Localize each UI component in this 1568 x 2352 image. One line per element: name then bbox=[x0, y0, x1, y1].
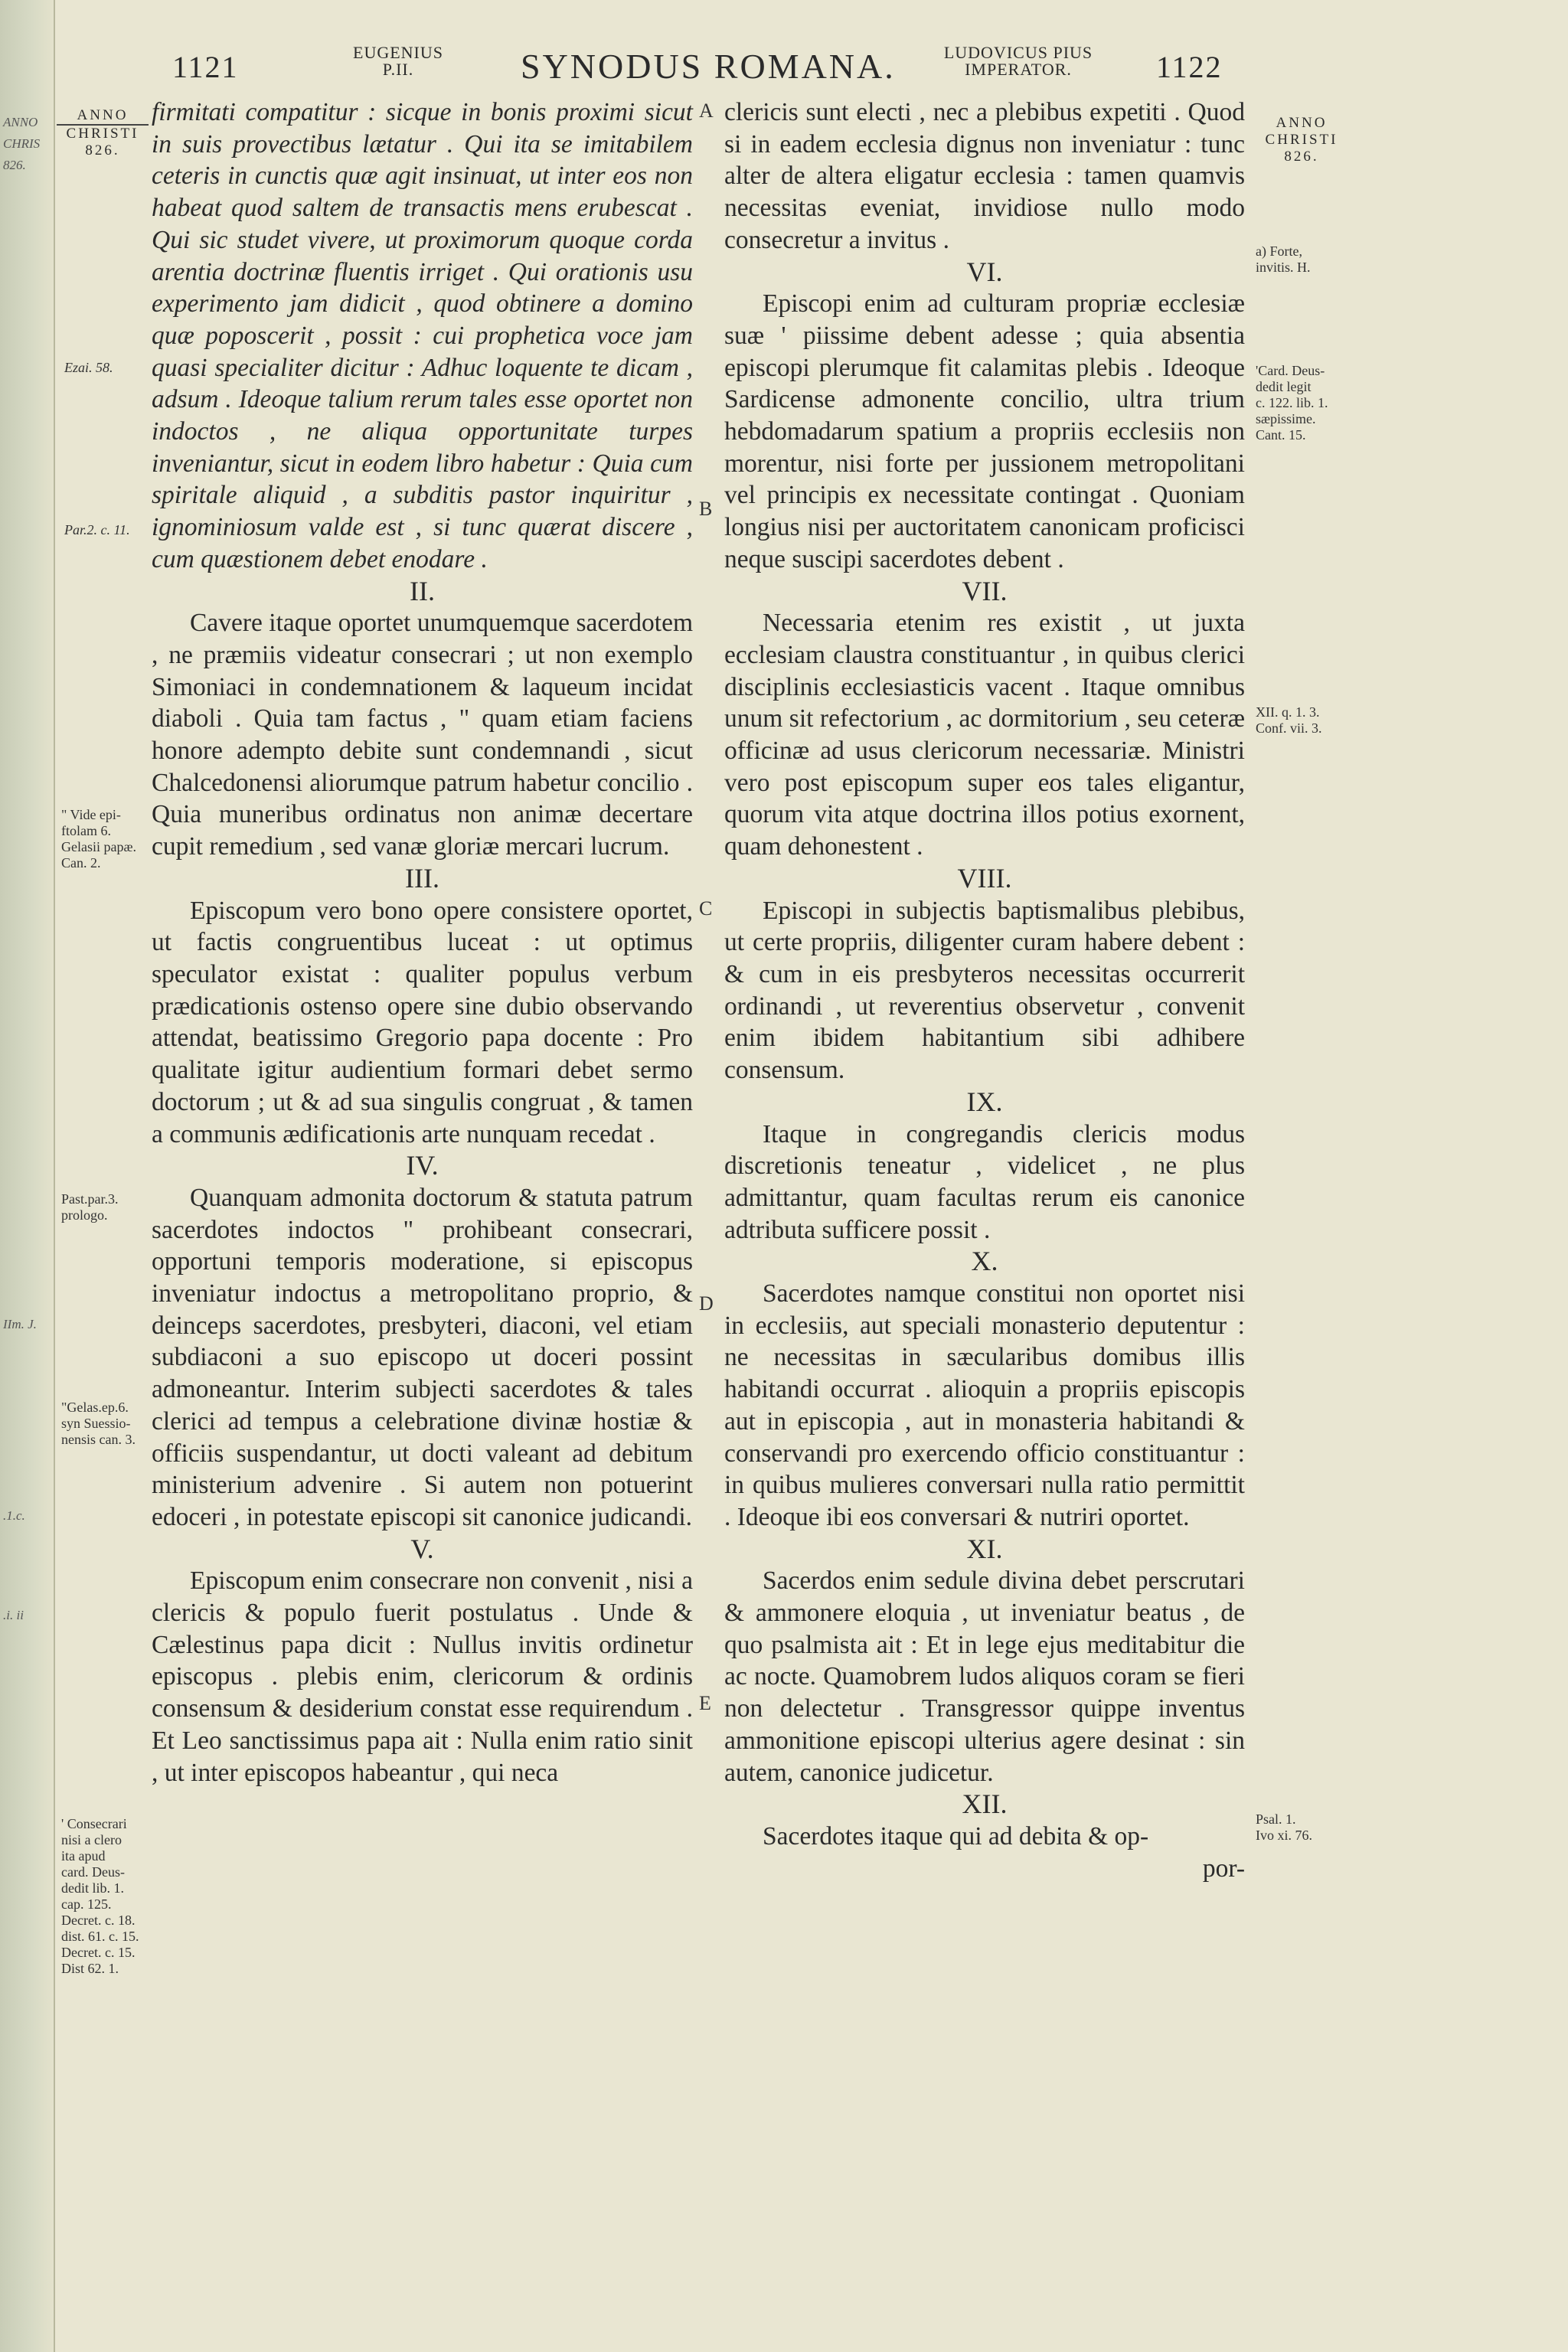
section-letter: A bbox=[699, 100, 714, 122]
margin-note: dedit legit bbox=[1256, 379, 1312, 394]
catchword: por- bbox=[1202, 1854, 1245, 1883]
paragraph: Cavere itaque oportet unumquemque sacerdotem , ne præmiis videatur consecrari ; ut non exemplo Simoniaci in condemnationem & laqueum incidat diaboli . Quia tam factus , " quam etiam faciens honore ademptо debite sunt condemnandi , sicut Chalcedonensi aliorumque patrum habetur concilio . Quia muneribus ordinatus non animæ decertare cupit remedium , sed vanæ gloriæ mercari lucrum. bbox=[152, 609, 693, 861]
gutter-note: ANNO bbox=[3, 115, 38, 129]
gutter-note: .i. ii bbox=[3, 1608, 24, 1622]
gutter-note: IIm. J. bbox=[3, 1317, 37, 1331]
section-heading: V. bbox=[410, 1533, 434, 1564]
paragraph: Sacerdos enim sedule divina debet perscrutari & ammonere eloquia , ut inveniatur beatus , de quo psalmista ait : Et in lege ejus meditabitur die ac nocte. Quamobrem ludos aliquos coram se fieri non delectetur . Transgressor quippe inventus ammonitione episcopi ulterius agere desinat : sin autem, canonice judicetur. bbox=[724, 1566, 1245, 1787]
margin-note: ' Consecrari bbox=[61, 1816, 127, 1831]
anno-left bbox=[57, 107, 149, 159]
anno-christi: CHRISTI bbox=[66, 126, 139, 142]
margin-note: card. Deus- bbox=[61, 1864, 125, 1880]
right-column bbox=[724, 96, 1245, 1884]
section-heading: XI. bbox=[966, 1533, 1003, 1564]
margin-note-group bbox=[1256, 363, 1370, 443]
margin-note: cap. 125. bbox=[61, 1896, 112, 1912]
left-column bbox=[152, 96, 693, 1788]
paragraph: Sacerdotes namque constitui non oportet nisi in ecclesiis, aut speciali monasterio deputentur : ne necessitas in sæcularibus domibus illis habitandi occurrat . alioquin a propriis episcopis aut in episcopia , aut in monasteria habitandi & conservandi pro exercendo officio constituantur : in quibus mulieres conversari nulla ratio permittit . Ideoque ibi eos conversari & nutriri oportet. bbox=[724, 1279, 1245, 1531]
paragraph: Episcopum vero bono opere consistere oportet, ut factis congruentibus luceat : ut optimus speculator existat : qualiter populus verbum prædicationis ostenso opere sine dubio observando attendat, beatissimo Gregorio papa docente : Pro qualitate igitur audientium formari debet sermo doctorum ; ut & ad sua singulis congruat , & tamen a communis ædificationis arte nunquam recedat . bbox=[152, 896, 693, 1148]
paragraph: Sacerdotes itaque qui ad debita & op- bbox=[763, 1821, 1149, 1851]
section-letter: B bbox=[699, 498, 713, 520]
paragraph: Episcopi in subjectis baptismalibus plebibus, ut certe propriis, diligenter curam habere debent : & cum in eis presbyteros necessitas occurrerit ordinandi , ut reverentius observetur , convenit enim ibidem habitantium sibi adhibere consensum. bbox=[724, 896, 1245, 1085]
margin-note: prologo. bbox=[61, 1207, 108, 1223]
margin-note: XII. q. 1. 3. bbox=[1256, 704, 1320, 720]
section-letter: E bbox=[699, 1692, 711, 1714]
margin-note: nensis can. 3. bbox=[61, 1432, 136, 1447]
margin-note-group bbox=[61, 1191, 157, 1223]
section-heading: XII. bbox=[962, 1788, 1008, 1820]
margin-note: invitis. H. bbox=[1256, 260, 1311, 275]
gutter-note: CHRIS bbox=[3, 136, 41, 151]
section-heading: II. bbox=[410, 575, 435, 606]
margin-note-group bbox=[1256, 1811, 1370, 1844]
margin-note: Decret. c. 15. bbox=[61, 1945, 136, 1960]
paragraph: firmitati compatitur : sicque in bonis proximi sicut in suis provectibus lætatur . Qui ita se imitabilem ceteris in cunctis quæ agit insinuat, ut inter eos non habeat quod saltem de transactis mens erubescat . Qui sic studet vivere, ut proximorum quoque corda arentia doctrinæ fluentis irriget . Qui orationis usu experimento jam didicit , quod obtinere a domino quæ poposcerit , possit : cui prophetica voce jam quasi specialiter dicitur : Adhuc loquente te dicam , adsum . Ideoque talium rerum tales esse oportet non indoctos , ne aliqua opportunitate turpes inveniantur, sicut in eodem libro habetur : Quia cum spiritale aliquid , a subditis pastor inquiritur , ignominiosum valde est , si tunc quærat discere , cum quæstionem debet enodare . bbox=[152, 98, 693, 573]
margin-note: c. 122. lib. 1. bbox=[1256, 395, 1328, 410]
margin-note: Past.par.3. bbox=[61, 1191, 119, 1207]
margin-note: ita apud bbox=[61, 1848, 106, 1864]
margin-note: Ivo xi. 76. bbox=[1256, 1828, 1312, 1843]
anno-year: 826. bbox=[85, 142, 120, 158]
section-heading: X. bbox=[971, 1246, 998, 1277]
margin-note: Ezai. 58. bbox=[64, 360, 113, 375]
section-letter: C bbox=[699, 897, 713, 920]
paragraph: clericis sunt electi , nec a plebibus expetiti . Quod si in eadem ecclesia dignus non inveniatur : tunc alter de altera eligatur ecclesia : tamen quamvis necessitas eveniat, invidiose nullo modo consecretur a invitus . bbox=[724, 98, 1245, 254]
paragraph: Episcopi enim ad culturam propriæ ecclesiæ suæ ' piissime debent adesse ; quia absentia episcopi plerumque fit calamitas plebis . Ideoque Sardicense admonente concilio, ultra trium hebdomadarum spatium a propriis ecclesiis non morentur, nisi forte per jussionem metropolitani vel principis ex necessitate contingat . Quoniam longius nisi per auctoritatem canonicam proficisci neque suscipi sacerdotes debent . bbox=[724, 289, 1245, 573]
margin-note: syn Suessio- bbox=[61, 1416, 131, 1431]
paragraph: Necessaria etenim res existit , ut juxta ecclesiam claustra constituantur , in quibus clerici disciplinis ecclesiasticis vacent . Itaque omnibus unum sit refectorium , ac dormitorium , seu ceteræ officinæ ad usus clericorum necessariæ. Ministri vero post episcopum super eos tales eligantur, quorum vita atque doctrina illos potius exornent, quam dehonestent . bbox=[724, 609, 1245, 861]
right-page-number: 1122 bbox=[1156, 50, 1223, 84]
gutter-note: 826. bbox=[3, 158, 26, 172]
margin-note: sæpissime. bbox=[1256, 411, 1316, 426]
section-letter: D bbox=[699, 1292, 714, 1315]
margin-note: dist. 61. c. 15. bbox=[61, 1929, 139, 1944]
margin-note-group bbox=[61, 807, 157, 871]
page-title: SYNODUS ROMANA. bbox=[521, 47, 896, 86]
margin-note: Psal. 1. bbox=[1256, 1811, 1296, 1827]
margin-note: Cant. 15. bbox=[1256, 427, 1306, 443]
anno-christi: CHRISTI bbox=[1265, 132, 1338, 148]
header-emperor: IMPERATOR. bbox=[965, 60, 1072, 79]
header-pope: P.II. bbox=[382, 60, 414, 79]
running-header bbox=[54, 44, 1568, 90]
header-ludovicus: LUDOVICUS PIUS bbox=[943, 43, 1093, 62]
margin-note-group bbox=[1256, 704, 1370, 737]
margin-note: Decret. c. 18. bbox=[61, 1913, 136, 1928]
gutter-note: .1.c. bbox=[3, 1508, 25, 1523]
section-heading: VIII. bbox=[957, 862, 1012, 893]
margin-note: Can. 2. bbox=[61, 855, 101, 871]
margin-note: Dist 62. 1. bbox=[61, 1961, 119, 1976]
margin-note: Par.2. c. 11. bbox=[64, 522, 130, 537]
anno-right bbox=[1252, 115, 1351, 165]
anno-label: ANNO bbox=[1276, 115, 1328, 131]
section-heading: VII. bbox=[962, 575, 1008, 606]
book-page bbox=[54, 0, 1568, 2352]
anno-label: ANNO bbox=[77, 107, 129, 123]
paragraph: Itaque in congregandis clericis modus discretionis teneatur , videlicet , ne plus admittantur, quam facultas rerum eis canonice adtributa sufficere possit . bbox=[724, 1119, 1245, 1244]
anno-year: 826. bbox=[1284, 149, 1319, 165]
margin-note: " Vide epi- bbox=[61, 807, 121, 822]
margin-note-group bbox=[61, 1400, 157, 1448]
margin-note-group bbox=[61, 1816, 157, 1977]
left-header-note bbox=[314, 44, 482, 78]
margin-note: a) Forte, bbox=[1256, 243, 1302, 259]
margin-note-group bbox=[1256, 243, 1370, 276]
margin-note: Gelasii papæ. bbox=[61, 839, 136, 854]
margin-note: 'Card. Deus- bbox=[1256, 363, 1325, 378]
margin-note: dedit lib. 1. bbox=[61, 1880, 124, 1896]
header-eugenius: EUGENIUS bbox=[353, 43, 443, 62]
section-heading: IV. bbox=[406, 1150, 439, 1181]
margin-note: nisi a clero bbox=[61, 1832, 122, 1847]
section-heading: VI. bbox=[966, 256, 1003, 287]
paragraph: Episcopum enim consecrare non convenit , nisi a clericis & populo fuerit postulatus . Unde & Cælestinus papa dicit : Nullus invitis ordinetur episcopus . plebis enim, clericorum & ordinis consensum & desiderium constat esse requirendum . Et Leo sanctissimus papa ait : Nulla enim ratio sinit , ut inter episcopos habeantur , qui neca bbox=[152, 1566, 693, 1787]
section-heading: III. bbox=[405, 862, 439, 893]
section-heading: IX. bbox=[966, 1086, 1003, 1117]
left-page-number: 1121 bbox=[172, 50, 239, 84]
margin-note: ftolam 6. bbox=[61, 823, 111, 838]
right-header-note bbox=[919, 44, 1118, 78]
margin-note: "Gelas.ep.6. bbox=[61, 1400, 129, 1415]
paragraph: Quanquam admonita doctorum & statuta patrum sacerdotes indoctos " prohibeant consecrari, opportuni temporis moderatione, si episcopus inveniatur indoctus a metropolitano proprio, & deinceps sacerdotes, presbyteri, diaconi, vel etiam subdiaconi a suo episcopo ut doceri possint admoneantur. Interim subjecti sacerdotes & tales clerici ad tempus a celebratione divinæ hostiæ & officiis suspendantur, ut docti valeant ad debitum ministerium advenire . Si autem non potuerint edoceri , in potestate episcopi sit canonice judicandi. bbox=[152, 1183, 693, 1531]
binding-gutter bbox=[0, 0, 55, 2352]
margin-note: Conf. vii. 3. bbox=[1256, 720, 1322, 736]
